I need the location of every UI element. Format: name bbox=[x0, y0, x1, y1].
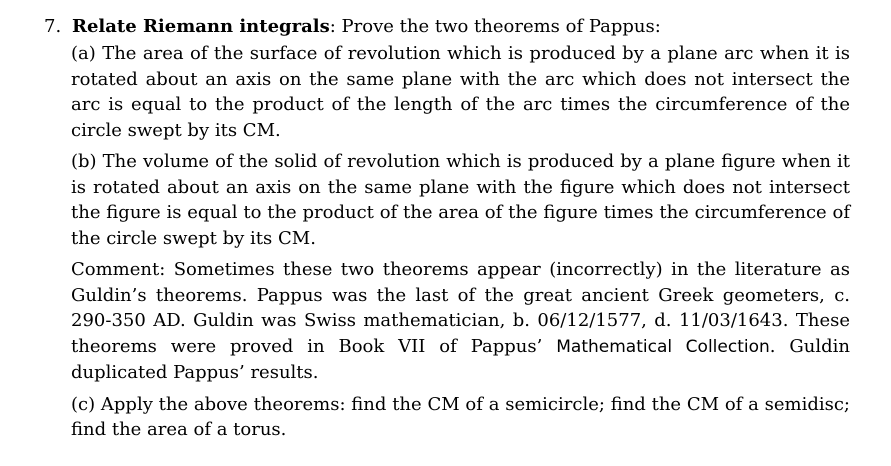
problem-heading bbox=[44, 14, 850, 39]
book-title: Mathematical Collection bbox=[556, 336, 770, 357]
comment-paragraph bbox=[71, 257, 850, 386]
problem-intro: : Prove the two theorems of Pappus: bbox=[329, 16, 661, 37]
part-a-paragraph: (a) The area of the surface of revolution which is produced by a plane arc when it is rotated about an axis on the same plane with the arc which does not intersect the arc is equal to the product of the length of the arc times the circumference of the circle swept by its CM. bbox=[71, 43, 850, 141]
comment-text-end: . Guldin duplicated Pappus’ results. bbox=[71, 335, 850, 383]
part-b-paragraph: (b) The volume of the solid of revolution which is produced by a plane figure when it is rotated about an axis on the same plane with the figure which does not intersect the figure is equal to the product of the area of the figure times the circumference of the circle swept by its CM. bbox=[71, 151, 850, 249]
problem-number: 7. bbox=[44, 16, 62, 37]
comment-text: Comment: Sometimes these two theorems appear (incorrectly) in the literature as Guldin’s theorems. Pappus was the last of the great ancient Greek geometers, c. 290-350 AD. Guldin was Swiss mathematician, b. 06/12/1577, d. 11/03/1643. These theorems were proved in Book VII of Pappus’ bbox=[71, 259, 850, 357]
problem-7 bbox=[44, 14, 850, 443]
part-c-paragraph: (c) Apply the above theorems: find the CM of a semicircle; find the CM of a semidisc; find the area of a torus. bbox=[71, 393, 850, 440]
problem-title: Relate Riemann integrals bbox=[72, 16, 330, 37]
